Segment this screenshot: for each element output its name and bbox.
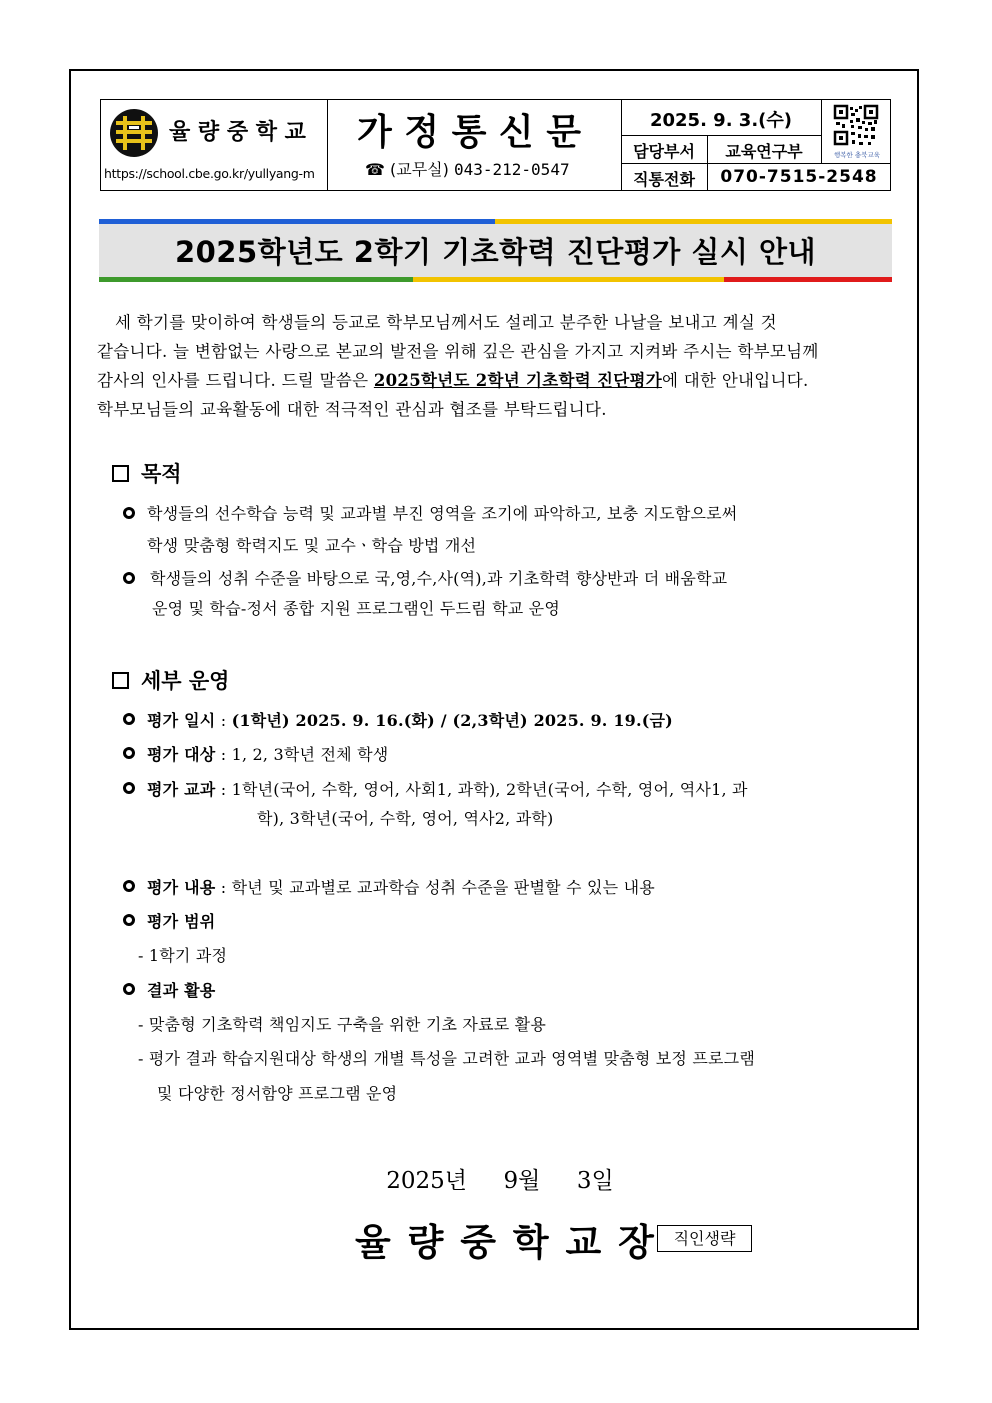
principal-name: 율 량 중 학 교 장 xyxy=(355,1221,656,1264)
colon: : xyxy=(220,780,227,799)
detail-scope-value: - 1학기 과정 xyxy=(138,946,228,965)
seal-omitted-box: 직인생략 xyxy=(657,1225,752,1252)
detail-result-item-2-line-1: - 평가 결과 학습지원대상 학생의 개별 특성을 고려한 교과 영역별 맞춤형 보정 프로그램 xyxy=(138,1049,755,1068)
detail-date-value: (1학년) 2025. 9. 16.(화) / (2,3학년) 2025. 9. 19.(금) xyxy=(231,711,673,730)
phone-icon: ☎ xyxy=(365,160,385,179)
detail-subject-row xyxy=(147,777,748,800)
detail-subject-label: 평가 교과 xyxy=(147,780,216,799)
checkbox-square-icon xyxy=(112,465,129,482)
newsletter-title: 가 정 통 신 문 xyxy=(357,111,582,153)
bullet-circle-icon xyxy=(123,572,135,584)
qr-caption: 행복한 충북교육 xyxy=(833,151,881,159)
detail-content-value: 학년 및 교과별로 교과학습 성취 수준을 판별할 수 있는 내용 xyxy=(231,878,655,897)
detail-result-item-2-line-2: 및 다양한 정서함양 프로그램 운영 xyxy=(157,1084,398,1103)
bullet-circle-icon xyxy=(123,983,135,995)
checkbox-square-icon xyxy=(112,672,129,689)
detail-result-label-text: 결과 활용 xyxy=(147,981,216,1000)
section-details-heading xyxy=(112,665,229,695)
bullet-circle-icon xyxy=(123,507,135,519)
detail-content-label: 평가 내용 xyxy=(147,878,216,897)
detail-target-label: 평가 대상 xyxy=(147,745,216,764)
dept-label: 담당부서 xyxy=(633,142,695,161)
detail-subject-line-2: 학), 3학년(국어, 수학, 영어, 역사2, 과학) xyxy=(257,809,554,828)
intro-text: 감사의 인사를 드립니다. 드릴 말씀은 xyxy=(97,371,374,390)
intro-emphasis: 2025학년도 2학년 기초학력 진단평가 xyxy=(373,371,663,390)
direct-label: 직통전화 xyxy=(633,170,695,189)
intro-line: 세 학기를 맞이하여 학생들의 등교로 학부모님께서도 설레고 분주한 나날을 보내고 계실 것 xyxy=(115,313,777,332)
detail-target-value: 1, 2, 3학년 전체 학생 xyxy=(231,745,389,764)
colon: : xyxy=(220,745,227,764)
school-url[interactable]: https://school.cbe.go.kr/yullyang-m xyxy=(104,166,315,181)
phone-label: (교무실) xyxy=(390,160,449,179)
band-bottom-yellow xyxy=(413,277,724,282)
purpose-item-1-line-2: 학생 맞춤형 학력지도 및 교수ㆍ학습 방법 개선 xyxy=(147,536,477,555)
intro-text: 에 대한 안내입니다. xyxy=(662,371,809,390)
bullet-circle-icon xyxy=(123,713,135,725)
detail-date-row xyxy=(147,708,673,731)
phone-number: 043-212-0547 xyxy=(453,160,570,179)
phone-line xyxy=(365,157,570,180)
detail-subject-line-1: 1학년(국어, 수학, 영어, 사회1, 과학), 2학년(국어, 수학, 영어, 역사1, 과 xyxy=(231,780,748,799)
intro-line: 같습니다. 늘 변함없는 사랑으로 본교의 발전을 위해 깊은 관심을 가지고 지켜봐 주시는 학부모님께 xyxy=(97,342,819,361)
qr-code-icon[interactable] xyxy=(831,103,881,149)
purpose-item-2-line-1: 학생들의 성취 수준을 바탕으로 국,영,수,사(역),과 기초학력 향상반과 더 배움학교 xyxy=(150,569,728,588)
detail-scope-label-text: 평가 범위 xyxy=(147,912,216,931)
school-name: 율 량 중 학 교 xyxy=(169,120,306,145)
intro-line: 학부모님들의 교육활동에 대한 적극적인 관심과 협조를 부탁드립니다. xyxy=(97,400,607,419)
section-purpose-title: 목적 xyxy=(141,461,182,486)
intro-paragraph xyxy=(97,308,897,424)
section-purpose-heading xyxy=(112,458,182,488)
school-logo xyxy=(109,108,159,158)
header-table xyxy=(100,99,891,191)
bullet-circle-icon xyxy=(123,782,135,794)
direct-value: 070-7515-2548 xyxy=(720,167,878,187)
band-bottom-green xyxy=(99,277,413,282)
purpose-item-1-line-1: 학생들의 선수학습 능력 및 교과별 부진 영역을 조기에 파악하고, 보충 지도함으로써 xyxy=(147,504,738,523)
detail-result-item-1: - 맞춤형 기초학력 책임지도 구축을 위한 기초 자료로 활용 xyxy=(138,1015,546,1034)
purpose-item-2-line-2: 운영 및 학습-정서 종합 지원 프로그램인 두드림 학교 운영 xyxy=(152,599,560,618)
bullet-circle-icon xyxy=(123,747,135,759)
band-bottom-red xyxy=(724,277,892,282)
bullet-circle-icon xyxy=(123,880,135,892)
colon: : xyxy=(220,878,227,897)
intro-line xyxy=(97,366,897,395)
colon: : xyxy=(220,711,227,730)
bullet-circle-icon xyxy=(123,914,135,926)
detail-result-label xyxy=(147,978,215,1001)
footer-date: 2025년 9월 3일 xyxy=(386,1168,614,1194)
detail-date-label: 평가 일시 xyxy=(147,711,216,730)
section-details-title: 세부 운영 xyxy=(141,668,230,693)
page-title: 2025학년도 2학기 기초학력 진단평가 실시 안내 xyxy=(174,235,817,269)
issue-date: 2025. 9. 3.(수) xyxy=(649,110,793,131)
detail-scope-label xyxy=(147,909,215,932)
detail-content-row xyxy=(147,875,655,898)
detail-target-row xyxy=(147,742,388,765)
dept-value: 교육연구부 xyxy=(725,142,803,161)
